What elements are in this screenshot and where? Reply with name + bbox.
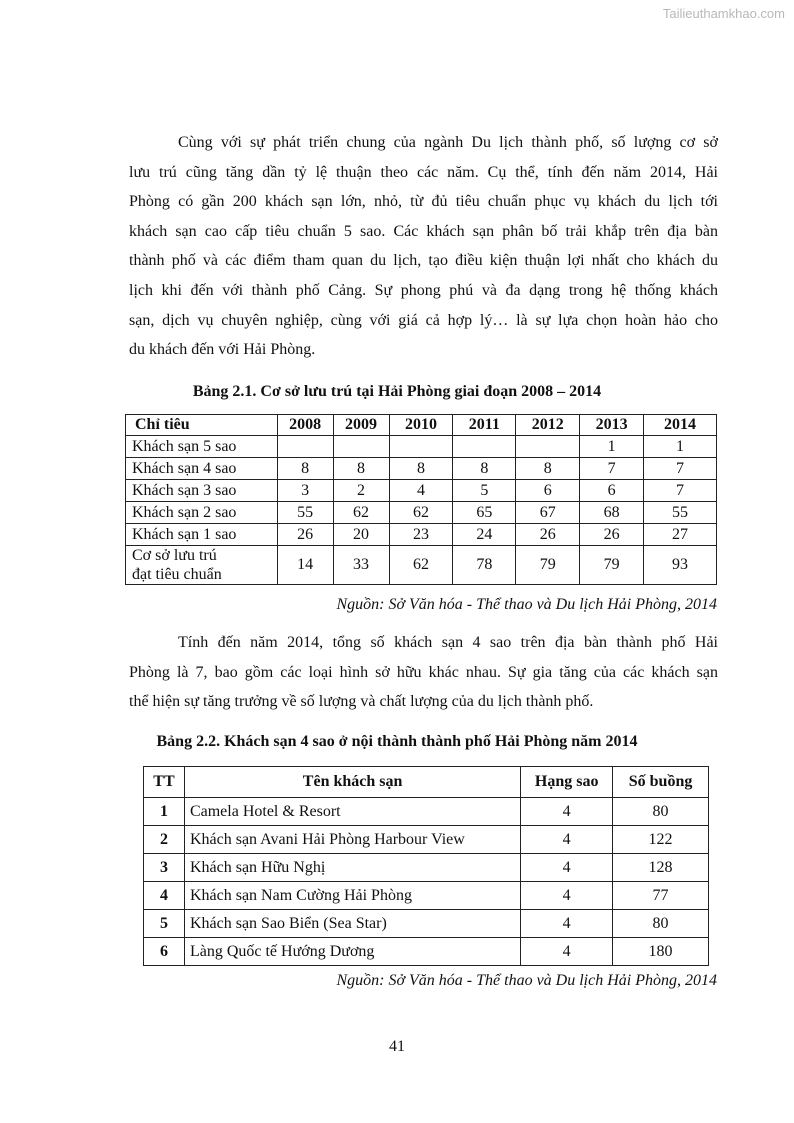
paragraph-line: Phòng có gần 200 khách sạn lớn, nhỏ, từ đủ tiêu chuẩn phục vụ khách du lịch tới (129, 193, 718, 211)
table-cell: 62 (389, 502, 453, 524)
table-cell: 26 (277, 524, 333, 546)
table-cell: 1 (580, 436, 644, 458)
table2-caption: Bảng 2.2. Khách sạn 4 sao ở nội thành thành phố Hải Phòng năm 2014 (156, 733, 638, 750)
table-row (144, 938, 709, 966)
hotel-name: Khách sạn Hữu Nghị (184, 854, 520, 882)
table-cell: 8 (516, 458, 580, 480)
header-cell: Hạng sao (521, 767, 613, 798)
row-label (126, 546, 278, 585)
table-cell: 23 (389, 524, 453, 546)
watermark: Tailieuthamkhao.com (662, 6, 785, 21)
table-cell: 79 (580, 546, 644, 585)
table-row (126, 546, 717, 585)
table-cell: 14 (277, 546, 333, 585)
table-cell: 55 (644, 502, 717, 524)
table-cell: 68 (580, 502, 644, 524)
paragraph-2 (129, 628, 718, 717)
table-row (126, 458, 717, 480)
table-cell: 4 (389, 480, 453, 502)
row-label: Khách sạn 3 sao (126, 480, 278, 502)
table-cell: 62 (333, 502, 389, 524)
table-row (144, 910, 709, 938)
table-row (144, 854, 709, 882)
table-cell: 26 (516, 524, 580, 546)
table-row (126, 480, 717, 502)
room-count: 128 (613, 854, 709, 882)
table-row (126, 436, 717, 458)
table-row (126, 502, 717, 524)
room-count: 80 (613, 798, 709, 826)
paragraph-line: lịch khi đến với thành phố Cảng. Sự phong phú và đa dạng trong hệ thống khách (129, 281, 718, 299)
hotel-name: Làng Quốc tế Hướng Dương (184, 938, 520, 966)
table-cell: 24 (453, 524, 516, 546)
page-number: 41 (389, 1038, 405, 1055)
header-cell: Chỉ tiêu (126, 415, 278, 436)
table-cell: 79 (516, 546, 580, 585)
table-row (144, 882, 709, 910)
row-number: 5 (144, 910, 185, 938)
row-label-line: Cơ sở lưu trú (132, 547, 217, 564)
table-cell: 7 (644, 458, 717, 480)
row-number: 6 (144, 938, 185, 966)
table-row (144, 798, 709, 826)
paragraph-line: du khách đến với Hải Phòng. (129, 341, 316, 359)
row-number: 1 (144, 798, 185, 826)
table-cell: 2 (333, 480, 389, 502)
room-count: 122 (613, 826, 709, 854)
table-header-row (144, 767, 709, 798)
row-number: 3 (144, 854, 185, 882)
star-rating: 4 (521, 910, 613, 938)
header-cell: 2011 (453, 415, 516, 436)
star-rating: 4 (521, 826, 613, 854)
table-cell: 55 (277, 502, 333, 524)
star-rating: 4 (521, 854, 613, 882)
row-label: Khách sạn 5 sao (126, 436, 278, 458)
header-cell: Số buồng (613, 767, 709, 798)
table-cell: 93 (644, 546, 717, 585)
table-cell: 26 (580, 524, 644, 546)
table-cell: 65 (453, 502, 516, 524)
header-cell: 2010 (389, 415, 453, 436)
table-cell: 6 (580, 480, 644, 502)
room-count: 80 (613, 910, 709, 938)
header-cell: 2012 (516, 415, 580, 436)
row-number: 4 (144, 882, 185, 910)
star-rating: 4 (521, 798, 613, 826)
row-number: 2 (144, 826, 185, 854)
table-cell: 7 (644, 480, 717, 502)
table-accommodation-2008-2014 (125, 414, 717, 585)
table1-caption: Bảng 2.1. Cơ sở lưu trú tại Hải Phòng giai đoạn 2008 – 2014 (192, 383, 602, 400)
star-rating: 4 (521, 938, 613, 966)
table-cell: 8 (277, 458, 333, 480)
paragraph-line: Phòng là 7, bao gồm các loại hình sở hữu khác nhau. Sự gia tăng của các khách sạn (129, 663, 718, 681)
table-header-row (126, 415, 717, 436)
hotel-name: Khách sạn Nam Cường Hải Phòng (184, 882, 520, 910)
header-cell: 2013 (580, 415, 644, 436)
table-cell: 78 (453, 546, 516, 585)
table-four-star-hotels (143, 766, 709, 966)
table-cell: 6 (516, 480, 580, 502)
room-count: 180 (613, 938, 709, 966)
table-cell: 62 (389, 546, 453, 585)
table-cell (333, 436, 389, 458)
table-cell: 3 (277, 480, 333, 502)
row-label: Khách sạn 4 sao (126, 458, 278, 480)
star-rating: 4 (521, 882, 613, 910)
table-cell: 8 (389, 458, 453, 480)
header-cell: 2009 (333, 415, 389, 436)
table1-source: Nguồn: Sở Văn hóa - Thể thao và Du lịch Hải Phòng, 2014 (336, 596, 717, 613)
room-count: 77 (613, 882, 709, 910)
paragraph-line: lưu trú cũng tăng dần tỷ lệ thuận theo các năm. Cụ thể, tính đến năm 2014, Hải (129, 163, 718, 181)
table-cell (277, 436, 333, 458)
table-cell: 8 (333, 458, 389, 480)
row-label-line: đạt tiêu chuẩn (132, 566, 222, 583)
table-cell: 20 (333, 524, 389, 546)
header-cell: 2014 (644, 415, 717, 436)
table-cell (516, 436, 580, 458)
paragraph-line: thể hiện sự tăng trưởng về số lượng và chất lượng của du lịch thành phố. (129, 693, 594, 711)
table-row (144, 826, 709, 854)
paragraph-line: thành phố và các điểm tham quan du lịch, tạo điều kiện thuận lợi nhất cho khách du (129, 252, 718, 270)
table-cell (389, 436, 453, 458)
table-cell (453, 436, 516, 458)
table-cell: 5 (453, 480, 516, 502)
table-row (126, 524, 717, 546)
table-cell: 67 (516, 502, 580, 524)
paragraph-line: Cùng với sự phát triển chung của ngành Du lịch thành phố, số lượng cơ sở (178, 134, 718, 151)
paragraph-line: sạn, dịch vụ chuyên nghiệp, cùng với giá cả hợp lý… là sự lựa chọn hoàn hảo cho (129, 311, 718, 329)
paragraph-line: Tính đến năm 2014, tổng số khách sạn 4 sao trên địa bàn thành phố Hải (178, 634, 718, 651)
hotel-name: Camela Hotel & Resort (184, 798, 520, 826)
paragraph-line: khách sạn cao cấp tiêu chuẩn 5 sao. Các khách sạn phân bố trải khắp trên địa bàn (129, 222, 718, 240)
header-cell: Tên khách sạn (184, 767, 520, 798)
table2-source: Nguồn: Sở Văn hóa - Thể thao và Du lịch Hải Phòng, 2014 (336, 972, 717, 989)
table-cell: 7 (580, 458, 644, 480)
header-cell: 2008 (277, 415, 333, 436)
table-cell: 8 (453, 458, 516, 480)
table-cell: 1 (644, 436, 717, 458)
hotel-name: Khách sạn Sao Biển (Sea Star) (184, 910, 520, 938)
table-cell: 33 (333, 546, 389, 585)
header-cell: TT (144, 767, 185, 798)
row-label: Khách sạn 2 sao (126, 502, 278, 524)
hotel-name: Khách sạn Avani Hải Phòng Harbour View (184, 826, 520, 854)
row-label: Khách sạn 1 sao (126, 524, 278, 546)
table-cell: 27 (644, 524, 717, 546)
paragraph-1 (129, 128, 718, 365)
